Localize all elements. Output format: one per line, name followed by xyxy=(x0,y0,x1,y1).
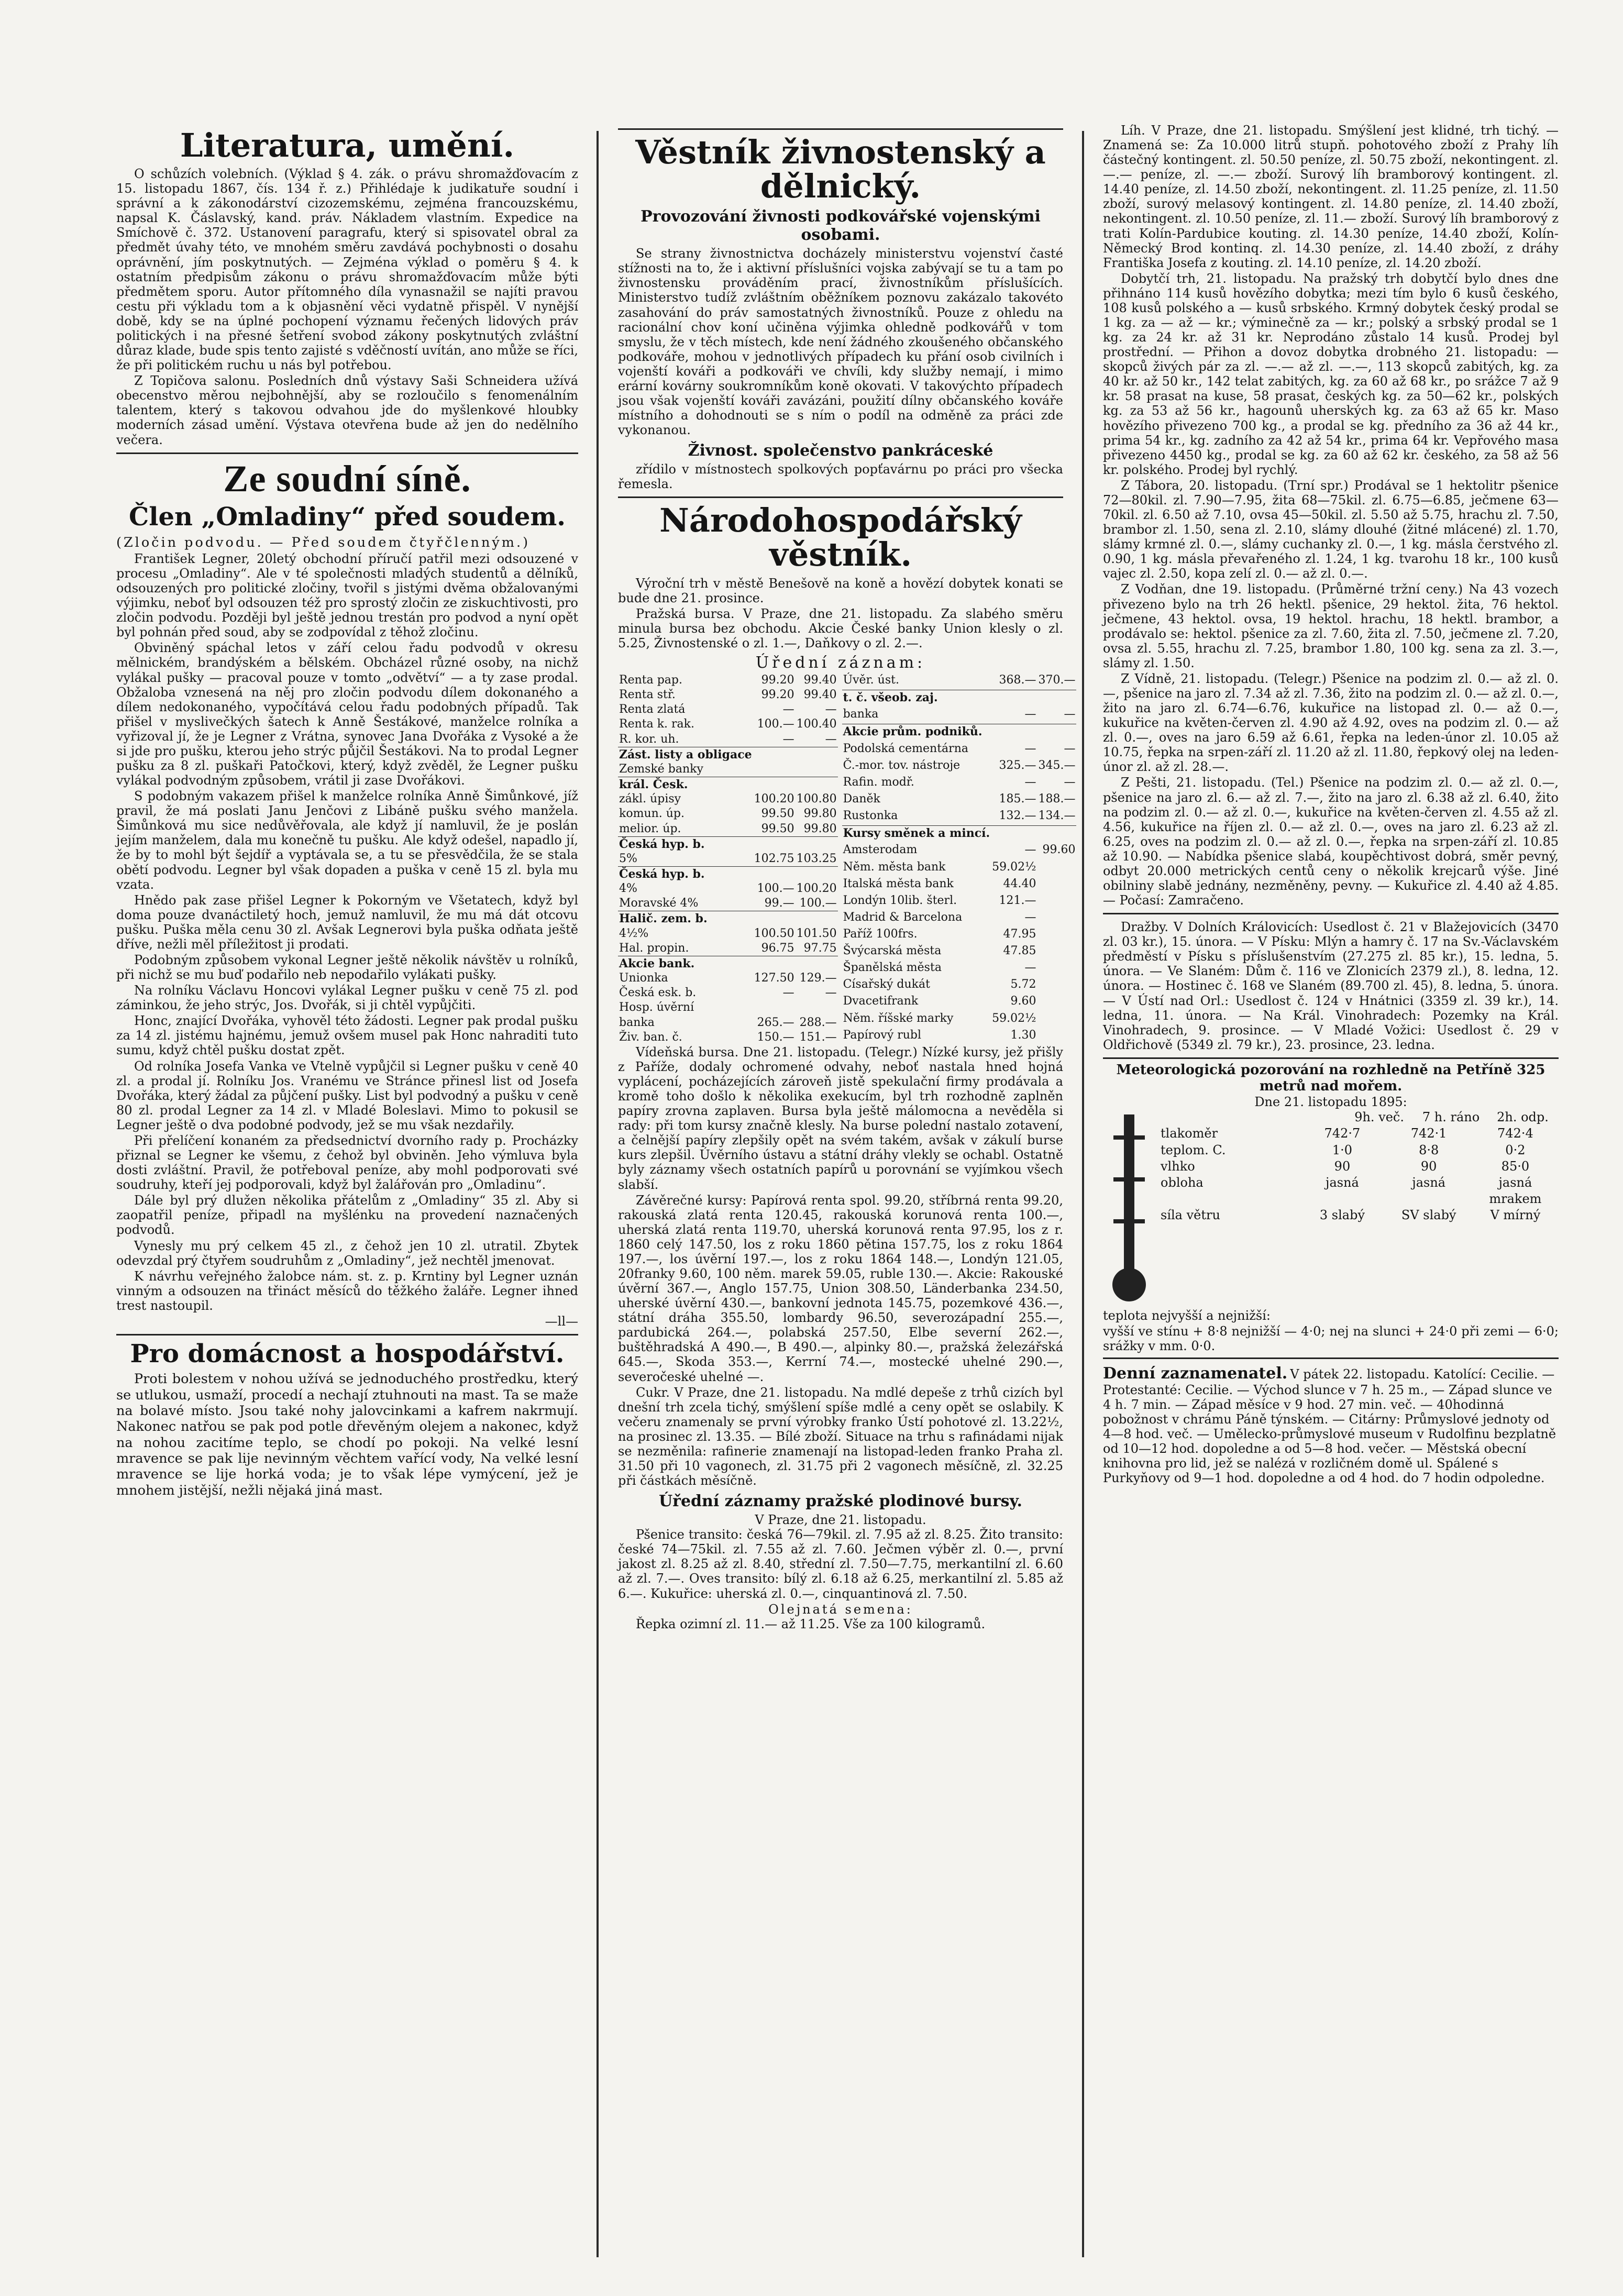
table-row xyxy=(618,926,838,941)
section-divider xyxy=(116,1334,578,1335)
weather-cell: SV slabý xyxy=(1401,1208,1456,1223)
table-cell-value: 102.75 xyxy=(754,852,794,865)
article-paragraph: Dále byl prý dlužen několika přátelům z „Omladiny“ 35 zl. Aby si zaopatřil peníze, připadl na myšlénku na provedení naznačených podvodů. xyxy=(116,1193,578,1238)
table-cell-value: 99.20 xyxy=(761,673,794,687)
article-paragraph: K návrhu veřejného žalobce nám. st. z. p. Krntiny byl Legner uznán vinným a odsouzen na třináct měsíců do těžkého žaláře. Legner ihned trest nastoupil. xyxy=(116,1268,578,1313)
table-cell-label: t. č. všeob. zaj. xyxy=(842,690,991,708)
weather-cell: 90 xyxy=(1420,1158,1437,1174)
weather-col-header: 2h. odp. xyxy=(1497,1110,1549,1125)
column-rule xyxy=(597,131,599,2257)
table-cell-value xyxy=(991,724,1037,742)
table-row xyxy=(842,792,1077,809)
table-row xyxy=(842,994,1077,1011)
table-cell-value: 99.50 xyxy=(761,822,794,835)
table-cell-label: melior. úp. xyxy=(619,822,681,835)
article-paragraph: Obviněný spáchal letos v září celou řadu podvodů v okresu mělnickém, brandýském a bělském. Obcházel různé osoby, na nichž vylákal pušky — pracoval pouze v tomto „odvětví“ — a ty zase prodal. Obžaloba vznesená na něj pro zločin podvodu dílem dokonaného a dílem nedokonaného, vypočítává celou řadu podobných případů. Tak přišel v myslivečkých šatech k Anně Šestákové, manželce rolníka a vyřizoval jí, že je Legner z Vrátna, synovec Jana Dvořáka z Vysoké a že si jde pro pušku, kterou jeho strýc půjčil Šestákovi. Na to prodal Legner pušku za 8 zl. puškaři Patočkovi, který, když zvěděl, že Legner pušku vylákal podvodným způsobem, vrátil ji zase Dvořákovi. xyxy=(116,641,578,788)
table-row xyxy=(618,911,838,926)
column-rule xyxy=(1082,131,1084,2257)
table-cell-value xyxy=(753,1000,796,1015)
weather-temp-title: teplota nejvyšší a nejnižší: xyxy=(1103,1308,1271,1323)
table-row xyxy=(618,747,838,762)
table-row xyxy=(842,758,1077,775)
table-cell-value: — xyxy=(1024,708,1036,721)
table-cell-label: Dvacetifrank xyxy=(843,995,919,1008)
article-title: Člen „Omladiny“ před soudem. xyxy=(129,502,566,532)
article-paragraph: Se strany živnostnictva docházely ministerstvu vojenství časté stížnosti na to, že i aktivní příslušníci vojska zabývají se tu a tam po živnostensku prováděním prací, živnostníkům příslušících. Ministerstvo tudíž zvláštním oběžníkem poznovu zakázalo takovéto zasahování do práv samostatných živnostníků. Pouze z ohledu na racionální chov koní učiněna výjimka ohledně podkovářů v tom smyslu, že v těch místech, kde není žádného zkoušeného občanského podkováře, mohou v jednotlivých případech ku přání osob civilních i vojenští kováři a podkováři ve chvíli, kdy služby nemají, i mimo erární kovárny soukromníkům koně okovati. V takovýchto případech jsou však vojenští kováři zavázáni, použití dílny občanského kováře místního a dohodnouti se s ním o podíl na odměně za práci zde vykonanou. xyxy=(618,246,1063,438)
table-row xyxy=(618,986,838,1000)
table-row xyxy=(842,860,1077,877)
weather-cell: 742·4 xyxy=(1497,1126,1533,1141)
table-cell-label: Zást. listy a obligace xyxy=(619,747,752,761)
table-cell-value xyxy=(1037,860,1076,877)
table-cell-value: 5.72 xyxy=(1010,978,1036,991)
table-row xyxy=(618,717,838,732)
table-cell-label: Londýn 10lib. šterl. xyxy=(843,893,957,907)
table-row xyxy=(618,807,838,821)
table-cell-label: Česká hyp. b. xyxy=(618,866,753,881)
table-row xyxy=(618,702,838,717)
section-heading-domacnost: Pro domácnost a hospodářství. xyxy=(130,1339,565,1368)
table-cell-label: Renta k. rak. xyxy=(619,718,694,731)
table-cell-label: Zemské banky xyxy=(619,762,703,776)
auctions: Dražby. V Dolních Královicích: Usedlost č. 21 v Blažejovicích (3470 zl. 03 kr.), 15. února. — V Písku: Mlýn a hamry č. 17 na Sv.-Václavském předměstí v Písku s příslušenstvím (27.275 zl. 85 kr.), 15. ledna, 5. února. — Ve Slaném: Dům č. 116 ve Zlonicích 2379 zl.), 8. ledna, 12. února. — Hostinec č. 168 ve Slaném (89.700 zl. 45), 8. ledna, 5. února. — V Ústí nad Orl.: Usedlost č. 124 v Hnátnici (3359 zl. 39 kr.), 14. ledna, 11. února. — Na Král. Vinohradech: Pozemky na Král. Vinohradech, 9. prosince. — V Mladé Vožici: Usedlost č. 29 v Oldřichově (5349 zl. 79 kr.), 23. prosince, 23. ledna. xyxy=(1103,920,1559,1052)
section-divider xyxy=(116,452,578,454)
weather-cell: 0·2 xyxy=(1505,1142,1526,1157)
table-cell-value xyxy=(1037,977,1076,994)
article-paragraph: Pšenice transito: česká 76—79kil. zl. 7.95 až zl. 8.25. Žito transito: české 74—75kil. zl. 7.55 až zl. 7.60. Ječmen výběr zl. 0.—, první jakost zl. 8.25 až zl. 8.40, střední zl. 7.50—7.75, merkantilní zl. 6.60 až zl. 7.—. Oves transito: bílý zl. 6.18 až 6.25, merkantilní zl. 5.85 až 6.—. Kukuřice: uherská zl. 0.—, cinquantinová zl. 7.50. xyxy=(618,1527,1063,1601)
table-cell-label: komun. úp. xyxy=(619,807,685,821)
table-cell-value: 288.— xyxy=(799,1015,837,1029)
table-cell-label: Úvěr. úst. xyxy=(843,673,899,687)
table-cell-value: 99.20 xyxy=(761,688,794,702)
table-cell-value: 100.— xyxy=(757,882,794,896)
table-row xyxy=(618,836,838,852)
weather-cell: 742·1 xyxy=(1410,1126,1447,1141)
exchange-table-right xyxy=(842,673,1077,1045)
table-cell-label: 5% xyxy=(619,852,637,865)
table-row xyxy=(842,775,1077,792)
table-cell-label: banka xyxy=(619,1015,655,1029)
table-row xyxy=(618,1030,838,1045)
table-cell-value: — xyxy=(1024,843,1036,857)
table-cell-label: král. Česk. xyxy=(618,777,753,792)
table-cell-label: Živ. ban. č. xyxy=(619,1030,682,1044)
table-cell-value: 132.— xyxy=(999,809,1036,823)
article-paragraph: O schůzích volebních. (Výklad § 4. zák. o právu shromažďovacím z 15. listopadu 1867, čís. 134 ř. z.) Přihlédaje k judikatuře soudní i správní a k zákonodárství cizozemskému, zejména francouzskému, napsal K. Čáslavský, kand. práv. Nákladem vlastním. Expedice na Smíchově č. 372. Ustanovení paragrafu, který si spisovatel obral za předmět úvahy této, ve mnohém směru zavdává pochybnosti o dosahu oprávnění, jím poskytnutých. — Zejména výklad o poměru § 4. k ostatním předpisům zákonu o právu shromažďovacím může býti předmětem sporu. Autor přítomného díla vynasnažil se najíti pravou cestu při výkladu tom a k objasnění věci vydatně přispěl. V nynější době, kdy se na úplné pochopení významu řečených lidových práv politických i na přesné šetření svobod zákony poskytnutých zvláštní důraz klade, bude spis tento zajisté s vděčností uvítán, ano může se říci, že při politickém ruchu u nás byl potřebou. xyxy=(116,167,578,373)
table-row xyxy=(842,910,1077,927)
article-paragraph: Vídeňská bursa. Dne 21. listopadu. (Telegr.) Nízké kursy, jež přišly z Paříže, dodaly ochromené odvahy, neboť nastala hned hojná vyplácení, pocházejících zároveň jistě spekulační firmy prodávala a kromě toho došlo k několika exekucím, byl trh rozhodně zaplněn papíry zrovna zaplaven. Bursa byla ještě málomocna a nevěděla si rady: při tom kursy značně klesly. Na burse polední nastalo zotavení, a čelnější papíry zlepšily opět na svém takém, avšak v zákulí burse kurs zlepšil. Úvěrního ústavu a státní dráhy vlekly se ochabl. Ostatně byly záznamy všech ostatních papírů u porovnání se vyjímkou všech slabší. xyxy=(618,1044,1063,1192)
table-cell-label: Č.-mor. tov. nástroje xyxy=(843,758,960,772)
table-row xyxy=(842,742,1077,758)
weather-cell: obloha xyxy=(1161,1175,1204,1190)
weather-cell: jasná mrakem xyxy=(1489,1175,1542,1207)
table-cell-value xyxy=(796,836,838,852)
table-cell-value xyxy=(1037,724,1076,742)
table-cell-value xyxy=(753,836,796,852)
section-divider xyxy=(1103,913,1559,914)
table-cell-value: 100.— xyxy=(757,718,794,731)
table-cell-value: 185.— xyxy=(999,792,1036,805)
table-cell-value: — xyxy=(1024,775,1036,789)
table-cell-label: R. kor. uh. xyxy=(619,732,679,746)
table-cell-value xyxy=(796,956,838,971)
market-report-vodnany: Z Vodňan, dne 19. listopadu. (Průměrné tržní ceny.) Na 43 vozech přivezeno bylo na trh 26 hektl. pšenice, 29 hektol. žita, 76 hektol. ječmene, 43 hektol. ovsa, 19 hektol. hrachu, 18 hektl. brambor, a prodávalo se: hektol. pšenice za zl. 7.60, žita zl. 7.50, ječmene zl. 7.20, ovsa zl. 5.55, hrachu zl. 7.25, brambor 1.80, 100 kg. sena za zl. 3.—, slámy zl. 1.50. xyxy=(1103,582,1559,670)
article-paragraph: zřídilo v místnostech spolkových popťavárnu po práci pro všecka řemesla. xyxy=(618,462,1063,492)
table-cell-label: Renta zlatá xyxy=(619,703,686,716)
column-middle xyxy=(618,123,1076,2260)
table-cell-label: Hosp. úvěrní xyxy=(619,1001,694,1014)
table-cell-value xyxy=(753,762,796,777)
table-row xyxy=(618,1015,838,1030)
table-cell-label: Paříž 100frs. xyxy=(843,927,918,941)
table-cell-value: — xyxy=(1064,742,1076,755)
table-cell-value xyxy=(753,866,796,881)
table-cell-value xyxy=(1037,1011,1076,1028)
weather-row xyxy=(1155,1175,1559,1207)
table-row xyxy=(842,673,1077,690)
table-cell-value: 150.— xyxy=(757,1030,794,1044)
table-cell-value: — xyxy=(1064,708,1076,721)
table-cell-value: 127.50 xyxy=(754,972,794,985)
table-row xyxy=(618,956,838,971)
table-cell-label: 4½% xyxy=(619,926,649,940)
section-divider xyxy=(618,496,1063,498)
table-row xyxy=(842,1028,1077,1045)
table-row xyxy=(842,1011,1077,1028)
section-heading-narod: Národohospodářský věstník. xyxy=(659,501,1022,574)
table-row xyxy=(618,852,838,867)
weather-col-header: 9h. več. xyxy=(1354,1110,1405,1125)
table-cell-value xyxy=(796,762,838,777)
article-paragraph: Výroční trh v městě Benešově na koně a hovězí dobytek konati se bude dne 21. prosince. xyxy=(618,576,1063,605)
weather-box xyxy=(1103,1057,1559,1360)
table-cell-value xyxy=(796,747,838,762)
table-row xyxy=(618,673,838,688)
article-paragraph: Cukr. V Praze, dne 21. listopadu. Na mdlé depeše z trhů cizích byl dnešní trh zcela tichý, smýšlení spíše mdlé a ceny opět se oslabily. K večeru znamenaly se první výrobky franko Ústí pohotové zl. 13.22½, na prosinec zl. 13.35. — Bílé zboží. Situace na trhu s rafinádami nijak se nezměnila: rafinerie znamenají na listopad-leden franko Praha zl. 31.50 při 10 vagonech, zl. 31.75 při 2 vagonech měsíčně, zl. 32.25 při částkách měsíčně. xyxy=(618,1385,1063,1488)
table-cell-value: 1.30 xyxy=(1010,1028,1036,1042)
market-report-tabor: Z Tábora, 20. listopadu. (Trní spr.) Prodával se 1 hektolitr pšenice 72—80kil. zl. 7.90—7.95, žita 68—75kil. zl. 6.75—6.85, ječmene 63—70kil. zl. 6.50 až 7.10, ovsa 45—50kil. zl. 5.50 až 5.75, hrachu zl. 7.50, brambor zl. 1.50, sena zl. 2.10, slámy dlouhé (žitné mlácené) zl. 1.70, slámy krmné zl. 0.—, slámy cuchanky zl. 0.—, 1 kg. másla čerstvého zl. 0.90, 1 kg. másla převařeného zl. 1.24, 1 kg. tvarohu 18 kr., 100 kusů vajec zl. 2.50, kopa zelí zl. 0.— až zl. 0.—. xyxy=(1103,478,1559,581)
table-row xyxy=(842,877,1077,893)
table-cell-value xyxy=(753,777,796,792)
article-paragraph: Závěrečné kursy: Papírová renta spol. 99.20, stříbrná renta 99.20, rakouská zlatá renta 120.45, rakouská korunová renta 100.—, uherská zlatá renta 119.70, uherská korunová renta 97.95, los z r. 1860 celý 147.50, los z roku 1860 pětina 157.75, los z roku 1864 197.—, los úvěrní 197.—, los z roku 1864 148.—, Londýn 121.05, 20franky 9.60, 100 něm. marek 59.05, ruble 130.—. Akcie: Rakouské úvěrní 367.—, Anglo 157.75, Union 308.50, Länderbanka 234.50, uherské úvěrní 430.—, bankovní jednota 145.75, pozemkové 436.—, státní dráha 355.50, lombardy 96.50, severozápadní 255.—, pardubická 264.—, polabská 257.50, Elbe severní 262.—, buštěhradská A 490.—, B 490.—, alpinky 80.—, pražská železářská 645.—, Skoda 353.—, Kerrní 74.—, mostecké uhelné 290.—, severočeské uhelné —. xyxy=(618,1193,1063,1384)
market-report-dobytek: Dobytčí trh, 21. listopadu. Na pražský trh dobytčí bylo dnes dne přihnáno 114 kusů hovězího dobytka; mezi tím bylo 6 kusů českého, 108 kusů polského a — kusů srbského. Krmný dobytek český prodal se 1 kg. za — až — kr.; výminečně za — kr.; polský a srbský prodal se 1 kg. za 24 kr. až 31 kr. Neprodáno zůstalo 14 kusů. Prodej byl prostřední. — Přihon a dovoz dobytka drobného 21. listopadu: — skopců živých pár za zl. —.— až zl. —.—, 113 skopců zabitých, kg. za 40 kr. až 50 kr., 142 telat zabitých, kg. za 60 až 68 kr., po srážce 7 až 9 kr. 58 prasat na kuse, 58 prasat, českých kg. za 50—62 kr., polských kg. za 53 až 56 kr., hagounů uherských kg. za 63 až 65 kr. Maso hovězího přivezeno 700 kg., a prodal se kg. předního za 36 až 44 kr., prima 54 kr., kg. zadního za 42 až 54 kr., prima 64 kr. Vepřového masa přivezeno 4450 kg., prodal se kg. za 60 až 62 kr. českého, za 58 až 56 kr. polského. Prodej byl rychlý. xyxy=(1103,271,1559,477)
table-cell-value: — xyxy=(1024,961,1036,975)
weather-cell: 742·7 xyxy=(1324,1126,1361,1141)
weather-temp: vyšší ve stínu + 8·8 nejnižší — 4·0; nej na slunci + 24·0 při zemi — 6·0; srážky v mm. 0·0. xyxy=(1103,1324,1559,1354)
section-heading-vestnik: Věstník živnostenský a dělnický. xyxy=(618,128,1063,203)
article-body xyxy=(116,551,578,1313)
article-paragraph: S podobným vakazem přišel k manželce rolníka Anně Šimůnkové, jíž pravil, že má poslati Janu Jenčovi z Libáně pušku svého manžela. Šimůnková mu sice nedůvěřovala, ale když jí namluvil, že je poslán jejím manželem, dala mu konečně tu pušku. Ale když odešel, napadlo jí, že by to mohl být šejdíř a vyptávala se, a tu se přesvědčila, že se stala obětí podvodu. Legner byl však dopaden a puška v ceně 15 zl. byla mu vzata. xyxy=(116,789,578,892)
table-cell-value: 100.20 xyxy=(796,882,837,896)
weather-table xyxy=(1155,1109,1559,1308)
table-cell-label: Daněk xyxy=(843,792,880,805)
table-cell-value: 370.— xyxy=(1038,673,1076,687)
table-cell-value xyxy=(796,911,838,926)
table-cell-value xyxy=(1037,690,1076,708)
table-cell-label: Kursy směnek a mincí. xyxy=(842,826,991,843)
table-cell-value: 99.40 xyxy=(803,673,837,687)
market-report-lih: Líh. V Praze, dne 21. listopadu. Smýšlení jest klidné, trh tichý. — Znamená se: Za 10.000 litrů stupň. pohotového zboží z Prahy líh částečný kontingent. zl. 50.50 peníze, zl. 50.75 zboží, nekontingent. zl. —.— peníze, zl. —.— zboží. Surový líh bramborový kontingent. zl. 14.40 peníze, zl. 14.50 zboží, nekontingent. zl. 11.25 peníze, zl. 11.50 zboží, surový melasový kontingent. zl. 14.80 peníze, zl. 14.40 zboží, nekontingent. zl. 10.50 peníze, zl. 11.— zboží. Surový líh bramborový z trati Kolín-Pardubice kouting. zl. 14.30 peníze, 14.40 zboží, Kolín-Německý Brod kontinq. zl. 14.30 peníze, zl. 14.40 zboží, z dráhy Františka Josefa z kouting. zl. 14.10 peníze, zl. 14.20 zboží. xyxy=(1103,123,1559,270)
table-cell-value: — xyxy=(1024,910,1036,924)
table-cell-value: 103.25 xyxy=(796,852,837,865)
table-cell-value: 129.— xyxy=(799,972,837,985)
table-cell-value: 97.75 xyxy=(803,941,837,955)
table-row xyxy=(618,866,838,881)
table-cell-value: — xyxy=(825,732,837,746)
table-cell-label: Akcie bank. xyxy=(618,956,753,971)
table-row xyxy=(618,971,838,986)
weather-cell: tlakoměr xyxy=(1161,1126,1218,1141)
article-paragraph: Vynesly mu prý celkem 45 zl., z čehož jen 10 zl. utratil. Zbytek odevzdal prý čtyřem soudruhům z „Omladiny“, jež nechtěl jmenovat. xyxy=(116,1238,578,1268)
weather-row xyxy=(1155,1125,1559,1142)
weather-cell: 85·0 xyxy=(1501,1158,1530,1174)
weather-cell: V mírný xyxy=(1490,1208,1541,1223)
daily-calendar-text: V pátek 22. listopadu. Katolící: Cecilie. — Protestanté: Cecilie. — Východ slunce v 7 h. 25 m., — Západ slunce ve 4 h. 7 min. — Západ měsíce v 9 hod. 27 min. več. — 40hodinná pobožnost v chrámu Páně týnském. — Citárny: Průmyslové jednoty od 4—8 hod. več. — Umělecko-průmyslové museum v Rudolfinu bezplatně od 10—12 hod. dopoledne a od 5—8 hod. večer. — Městská obecní knihovna pro lid, jež se nalézá v rozličném domě ul. Spálené s Purkyňovy od 9—1 hod. dopoledne a od 4 hod. do 7 hodin odpoledne. xyxy=(1103,1367,1556,1486)
table-cell-value: — xyxy=(1064,775,1076,789)
table-cell-value: 99.80 xyxy=(803,807,837,821)
article-paragraph: Pražská bursa. V Praze, dne 21. listopadu. Za slabého směru minula bursa bez obchodu. Akcie České banky Union klesly o zl. 5.25, Živnostenské o zl. 1.—, Daňkovy o zl. 2.—. xyxy=(618,606,1063,650)
weather-header-row xyxy=(1155,1109,1559,1125)
table-cell-label: Renta pap. xyxy=(619,673,682,687)
table-cell-value: 265.— xyxy=(757,1015,794,1029)
table-cell-value: 100.— xyxy=(799,897,837,910)
table-cell-label: Moravské 4% xyxy=(619,897,699,910)
table-cell-value: 134.— xyxy=(1038,809,1076,823)
table-cell-value: — xyxy=(825,986,837,1000)
table-row xyxy=(842,809,1077,826)
table-cell-value: 100.50 xyxy=(754,926,794,940)
table-cell-value: 99.80 xyxy=(803,822,837,835)
weather-cell: 1·0 xyxy=(1332,1142,1353,1157)
table-cell-value: — xyxy=(782,703,794,716)
weather-cell: jasná xyxy=(1412,1175,1446,1190)
article-paragraph: František Legner, 20letý obchodní příručí patřil mezi odsouzené v procesu „Omladiny“. Ale v té společnosti mladých studentů a dělníků, odsouzených pro politické zločiny, tvořil s jistými dvěma obžalovanými výjimku, neboť byl odsouzen též pro sprostý zločin ze ziskuchtivosti, pro zločin podvodu. Později byl ještě jednou trestán pro podvod a nyní opět byl pohnán před soud, aby se zodpovídal z těhož zločinu. xyxy=(116,551,578,640)
table-cell-value xyxy=(1037,961,1076,977)
table-cell-label: Renta stř. xyxy=(619,688,676,702)
article-paragraph: Honc, znající Dvořáka, vyhověl této žádosti. Legner pak prodal pušku za 14 zl. jistému hajnému, jemuž ovšem musel pak Honc nahraditi tuto sumu, když chtěl pušku dostat zpět. xyxy=(116,1013,578,1058)
section-heading-literatura: Literatura, umění. xyxy=(180,126,515,164)
article-title: Provozování živnosti podkovářské vojenskými osobami. xyxy=(641,207,1041,245)
table-cell-label: 4% xyxy=(619,882,637,896)
table-cell-value: 99.60 xyxy=(1042,843,1076,857)
table-cell-label: zákl. úpisy xyxy=(619,792,681,806)
table-title: Úřední záznam: xyxy=(755,653,926,672)
exchange-table xyxy=(618,673,1076,1045)
article-paragraph: Řepka ozimní zl. 11.— až 11.25. Vše za 100 kilogramů. xyxy=(636,1616,986,1631)
market-report-viden: Z Vídně, 21. listopadu. (Telegr.) Pšenice na podzim zl. 0.— až zl. 0.—, pšenice na jaro zl. 7.34 až zl. 7.36, žito na podzim zl. 0.— až zl. 0.—, žito na jaro zl. 6.74—6.76, kukuřice na listopad zl. 0.— až 0.—, kukuřice na květen-červen zl. 4.90 až 4.92, oves na podzim zl. 0.— až zl. 0.—, oves na jaro 6.59 až 6.61, řepka na leden-únor zl. 10.05 až 10.75, řepka na srpen-září zl. 11.20 až zl. 11.80, řepkový olej na leden-únor zl. až zl. 28.—. xyxy=(1103,671,1559,775)
table-row xyxy=(618,792,838,807)
table-row xyxy=(618,896,838,911)
table-cell-value xyxy=(1037,994,1076,1011)
table-row xyxy=(842,893,1077,910)
weather-cell: síla větru xyxy=(1161,1208,1220,1223)
article-title: Živnost. společenstvo pankráceské xyxy=(688,441,993,460)
table-cell-value xyxy=(1037,893,1076,910)
weather-col-header: 7 h. ráno xyxy=(1422,1110,1480,1125)
table-cell-value: 99.40 xyxy=(803,688,837,702)
table-cell-label: Podolská cementárna xyxy=(843,742,968,755)
table-cell-value: 121.— xyxy=(999,893,1036,907)
table-row xyxy=(618,762,838,777)
thermometer-icon xyxy=(1103,1109,1155,1308)
table-row xyxy=(842,690,1077,708)
table-row xyxy=(618,777,838,792)
table-cell-value: 325.— xyxy=(999,758,1036,772)
table-cell-value xyxy=(991,690,1037,708)
article-paragraph: Od rolníka Josefa Vanka ve Vtelně vypůjčil si Legner pušku v ceně 40 zl. a prodal jí. Rolníku Jos. Vranému ve Stránce přinesl list od Josefa Dvořáka, který žádal za půjčení pušky. List byl podvodný a pušku v ceně 80 zl. prodal Legner za 14 zl. v Mladé Boleslavi. Mimo to pokusil se Legner ještě o dva podobné podvody, jež se mu však nezdařily. xyxy=(116,1058,578,1132)
table-cell-label: Amsterodam xyxy=(843,843,918,857)
weather-row xyxy=(1155,1207,1559,1223)
weather-title: Meteorologická pozorování na rozhledně na Petříně 325 metrů nad mořem. xyxy=(1116,1062,1545,1095)
weather-cell: 8·8 xyxy=(1419,1142,1439,1157)
table-row xyxy=(842,843,1077,859)
dateline: V Praze, dne 21. listopadu. xyxy=(755,1513,926,1528)
table-cell-label: Císařský dukát xyxy=(843,978,930,991)
table-cell-value: 99.— xyxy=(764,897,794,910)
table-cell-value: 345.— xyxy=(1038,758,1076,772)
table-cell-value: 100.20 xyxy=(754,792,794,806)
table-row xyxy=(618,1000,838,1015)
table-row xyxy=(842,961,1077,977)
table-row xyxy=(618,732,838,747)
table-cell-value: 99.50 xyxy=(761,807,794,821)
weather-cell xyxy=(1155,1109,1343,1125)
article-paragraph: Z Topičova salonu. Posledních dnů výstavy Saši Schneidera užívá obecenstvo měrou nejbohnější, aby se rozloučilo s fenomenálním talentem, který s takovou odvahou jde do myšlenkové hloubky moderních zásad umění. Výstava otevřena bude až jen do nedělního večera. xyxy=(116,373,578,447)
table-row xyxy=(618,881,838,896)
market-report-pest: Z Pešti, 21. listopadu. (Tel.) Pšenice na podzim zl. 0.— až zl. 0.—, pšenice na jaro zl. 6.— až zl. 7.—, žito na jaro zl. 6.38 až zl. 6.40, žito na podzim zl. 0.— až zl. 0.—, kukuřice na květen-červen zl. 4.55 až zl. 4.56, kukuřice na říjen zl. 0.— až zl. 0.—, oves na jaro zl. 6.23 až zl. 6.25, oves na podzim zl. 0.— až zl. 0.—, řepka na srpen-září zl. 10.85 až 10.90. — Nabídka pšenice slabá, koupěchtivost dobrá, směr pevný, odbyt 20.000 metrických centů ceny o několik krejcarů výše. Jiné obilniny slabě jednány, nezměněny, pevny. — Kukuřice zl. 4.40 až 4.85. — Počasí: Zamračeno. xyxy=(1103,775,1559,908)
table-cell-value xyxy=(753,747,796,762)
table-cell-value xyxy=(753,956,796,971)
table-cell-label: Něm. říšské marky xyxy=(843,1011,954,1025)
weather-cell: 3 slabý xyxy=(1319,1208,1365,1223)
table-cell-value xyxy=(1037,927,1076,944)
column-right xyxy=(1103,123,1559,2260)
table-cell-value: 59.02½ xyxy=(992,860,1036,874)
article-paragraph: Podobným způsobem vykonal Legner ještě několik návštěv u rolníků, při nichž se mu buď podařilo neb nepodařilo vylákati pušky. xyxy=(116,953,578,983)
table-row xyxy=(618,941,838,956)
table-cell-label: Česká esk. b. xyxy=(619,986,697,1000)
table-cell-label: Papírový rubl xyxy=(843,1028,922,1042)
section-heading-soudni: Ze soudní síně. xyxy=(223,457,471,500)
article-paragraph: Na rolníku Václavu Honcovi vylákal Legner pušku v ceně 75 zl. pod záminkou, že jeho strýc, Jos. Dvořák, si ji chtěl vypůjčiti. xyxy=(116,983,578,1013)
table-cell-value xyxy=(796,777,838,792)
table-cell-value: 44.40 xyxy=(1003,877,1036,890)
table-cell-value: 100.40 xyxy=(796,718,837,731)
table-cell-value xyxy=(1037,877,1076,893)
table-cell-label: Halič. zem. b. xyxy=(618,911,753,926)
weather-cell: jasná xyxy=(1326,1175,1359,1190)
table-cell-value: 47.95 xyxy=(1003,927,1036,941)
table-cell-label: Rustonka xyxy=(843,809,898,823)
table-row xyxy=(842,724,1077,742)
table-cell-value: 368.— xyxy=(999,673,1036,687)
weather-row xyxy=(1155,1158,1559,1175)
table-cell-label: Italská města bank xyxy=(843,877,954,890)
article-subtitle: (Zločin podvodu. — Před soudem čtyřčlenným.) xyxy=(116,534,531,550)
table-cell-value: 101.50 xyxy=(796,926,837,940)
daily-calendar-title: Denní zaznamenatel. xyxy=(1103,1364,1288,1383)
table-cell-label: Rafin. modř. xyxy=(843,775,914,789)
article-paragraph: Při přelíčení konaném za předsednictví dvorního rady p. Procházky přiznal se Legner ke všemu, z čehož byl obviněn. Jeho výmluva byla dosti zvláštní. Pravil, že potřeboval peníze, aby mohl podporovati své soudruhy, kteří jej podporovali, když byl žalářován pro „Omladinu“. xyxy=(116,1133,578,1193)
table-row xyxy=(842,707,1077,724)
table-row xyxy=(842,826,1077,843)
exchange-table-left xyxy=(618,673,838,1045)
table-cell-value: 188.— xyxy=(1038,792,1076,805)
table-cell-label: banka xyxy=(843,708,879,721)
table-cell-value xyxy=(1037,944,1076,961)
table-cell-value xyxy=(991,826,1037,843)
table-row xyxy=(618,822,838,837)
table-cell-value: 59.02½ xyxy=(992,1011,1036,1025)
table-row xyxy=(842,944,1077,961)
table-cell-value: 100.80 xyxy=(796,792,837,806)
table-cell-label: Česká hyp. b. xyxy=(618,836,753,852)
subheading: Olejnatá semena: xyxy=(768,1602,913,1617)
table-cell-label: Madrid & Barcelona xyxy=(843,910,963,924)
table-cell-value: 47.85 xyxy=(1003,944,1036,958)
table-row xyxy=(842,927,1077,944)
table-cell-value xyxy=(1037,910,1076,927)
article-paragraph: Hnědo pak zase přišel Legner k Pokorným ve Všetatech, když byl doma pouze dvanáctiletý hoch, jemuž namluvil, že mu má dát otcovu pušku. Puška měla cenu 30 zl. Avšak Legnerovi byla puška odňata ještě dříve, nežli měl příležitost ji prodati. xyxy=(116,892,578,952)
table-row xyxy=(618,688,838,702)
table-row xyxy=(842,977,1077,994)
table-cell-label: Španělská města xyxy=(843,961,942,975)
column-left xyxy=(116,123,578,2260)
table-cell-value: — xyxy=(782,986,794,1000)
article-signature: —ll— xyxy=(545,1313,578,1329)
weather-date: Dne 21. listopadu 1895: xyxy=(1254,1095,1407,1110)
table-cell-label: Švýcarská města xyxy=(843,944,942,958)
table-cell-label: Hal. propin. xyxy=(619,941,689,955)
weather-row xyxy=(1155,1142,1559,1158)
table-cell-value: — xyxy=(782,732,794,746)
weather-cell: vlhko xyxy=(1161,1158,1195,1174)
table-cell-value: — xyxy=(1024,742,1036,755)
table-cell-value: 96.75 xyxy=(761,941,794,955)
weather-cell: 90 xyxy=(1334,1158,1351,1174)
table-cell-value: 9.60 xyxy=(1010,995,1036,1008)
table-cell-label: Unionka xyxy=(619,972,668,985)
article-paragraph: Proti bolestem v nohou užívá se jednoduchého prostředku, který se utlukou, usmaží, procedí a nechají ztuhnouti na mast. Ta se maže na bolavé místo. Jsou také nohy jalovcinkami a kafrem nakrmují. Nakonec natřou se pak pod potle dřevěným olejem a nakonec, když na nohou zacitíme teplo, se chodí po pokoji. Na velké lesní mravence se pak lije nevinným věchtem vařící vody, Na velké lesní mravence se lije horká voda; je to však lépe vymýcení, jež je mnohem jistější, nežli nějaká jiná mast. xyxy=(116,1371,578,1498)
table-cell-label: Akcie prům. podniků. xyxy=(842,724,991,742)
table-cell-value xyxy=(753,911,796,926)
table-cell-value: 151.— xyxy=(799,1030,837,1044)
table-cell-value: — xyxy=(825,703,837,716)
table-cell-value xyxy=(1037,826,1076,843)
table-cell-value xyxy=(796,1000,838,1015)
table-cell-label: Něm. města bank xyxy=(843,860,946,874)
table-cell-value xyxy=(1037,1028,1076,1045)
weather-cell: teplom. C. xyxy=(1161,1142,1226,1157)
article-title: Úřední záznamy pražské plodinové bursy. xyxy=(659,1492,1022,1511)
table-cell-value xyxy=(796,866,838,881)
